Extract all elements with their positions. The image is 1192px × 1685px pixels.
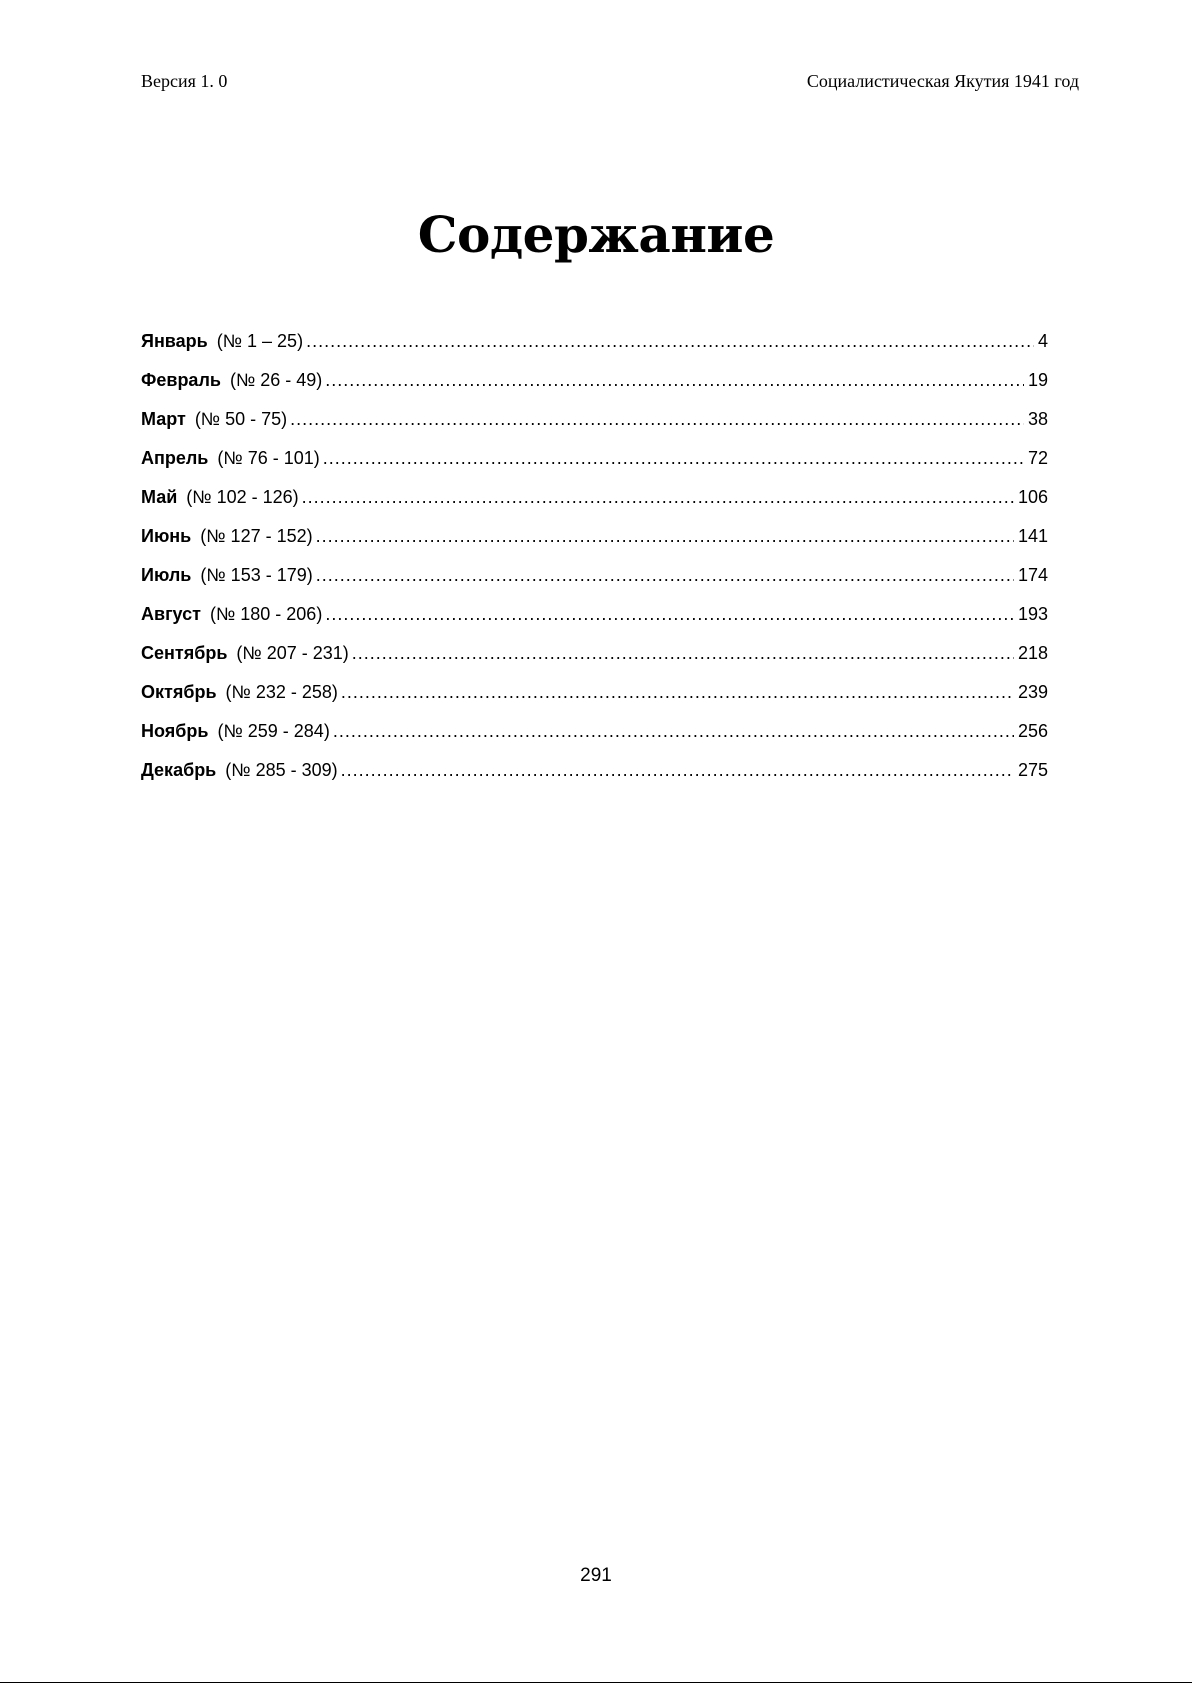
toc-entry-range: (№ 153 - 179) (200, 565, 313, 585)
toc-entry-range: (№ 26 - 49) (229, 370, 323, 390)
toc-entry-month: Июль (141, 565, 192, 585)
page-bottom-divider (0, 1682, 1192, 1683)
toc-entry-month: Сентябрь (141, 643, 228, 663)
toc-dot-leader (323, 447, 1024, 469)
toc-entry[interactable] (141, 681, 1048, 720)
toc-entry[interactable] (141, 720, 1048, 759)
toc-entry[interactable] (141, 759, 1048, 798)
toc-dot-leader (316, 525, 1014, 547)
toc-entry[interactable] (141, 564, 1048, 603)
toc-entry-range: (№ 285 - 309) (225, 760, 338, 780)
toc-dot-leader (341, 759, 1014, 781)
toc-dot-leader (306, 330, 1034, 352)
toc-entry-month: Октябрь (141, 682, 217, 702)
toc-entry-range: (№ 127 - 152) (200, 526, 313, 546)
toc-entry[interactable] (141, 330, 1048, 369)
page-title: Содержание (417, 205, 775, 264)
toc-entry-page: 193 (1017, 604, 1048, 624)
toc-entry[interactable] (141, 642, 1048, 681)
toc-dot-leader (302, 486, 1014, 508)
toc-entry-page: 256 (1017, 721, 1048, 741)
toc-dot-leader (316, 564, 1014, 586)
toc-dot-leader (352, 642, 1014, 664)
toc-entry-month: Июнь (141, 526, 192, 546)
toc-entry-page: 4 (1037, 331, 1048, 351)
toc-dot-leader (341, 681, 1014, 703)
toc-entry-page: 174 (1017, 565, 1048, 585)
toc-entry-month: Май (141, 487, 178, 507)
toc-entry-month: Февраль (141, 370, 221, 390)
toc-entry-month: Август (141, 604, 201, 624)
toc-entry-page: 218 (1017, 643, 1048, 663)
toc-dot-leader (325, 369, 1024, 391)
toc-entry-page: 19 (1027, 370, 1048, 390)
toc-entry[interactable] (141, 447, 1048, 486)
toc-entry-page: 141 (1017, 526, 1048, 546)
toc-entry[interactable] (141, 525, 1048, 564)
toc-entry-range: (№ 180 - 206) (209, 604, 323, 624)
toc-entry-range: (№ 207 - 231) (236, 643, 349, 663)
toc-entry-range: (№ 259 - 284) (217, 721, 330, 741)
toc-entry-range: (№ 232 - 258) (225, 682, 338, 702)
toc-dot-leader (290, 408, 1024, 430)
toc-dot-leader (325, 603, 1014, 625)
toc-entry[interactable] (141, 486, 1048, 525)
toc-entry-page: 106 (1017, 487, 1048, 507)
toc-entry-month: Январь (141, 331, 208, 351)
toc-entry-range: (№ 50 - 75) (194, 409, 288, 429)
toc-entry-range: (№ 76 - 101) (217, 448, 320, 468)
toc-entry-month: Ноябрь (141, 721, 209, 741)
toc-entry-month: Декабрь (141, 760, 217, 780)
toc-entry[interactable] (141, 408, 1048, 447)
header-publication-title: Социалистическая Якутия 1941 год (806, 71, 1079, 91)
toc-entry[interactable] (141, 603, 1048, 642)
toc-dot-leader (333, 720, 1014, 742)
toc-entry-page: 275 (1017, 760, 1048, 780)
toc-entry[interactable] (141, 369, 1048, 408)
header-version: Версия 1. 0 (141, 71, 228, 91)
table-of-contents (141, 330, 1048, 798)
toc-entry-range: (№ 1 – 25) (216, 331, 304, 351)
toc-entry-month: Апрель (141, 448, 209, 468)
toc-entry-month: Март (141, 409, 186, 429)
page-number: 291 (580, 1565, 612, 1586)
toc-entry-page: 38 (1027, 409, 1048, 429)
toc-entry-range: (№ 102 - 126) (186, 487, 299, 507)
toc-entry-page: 239 (1017, 682, 1048, 702)
toc-entry-page: 72 (1027, 448, 1048, 468)
